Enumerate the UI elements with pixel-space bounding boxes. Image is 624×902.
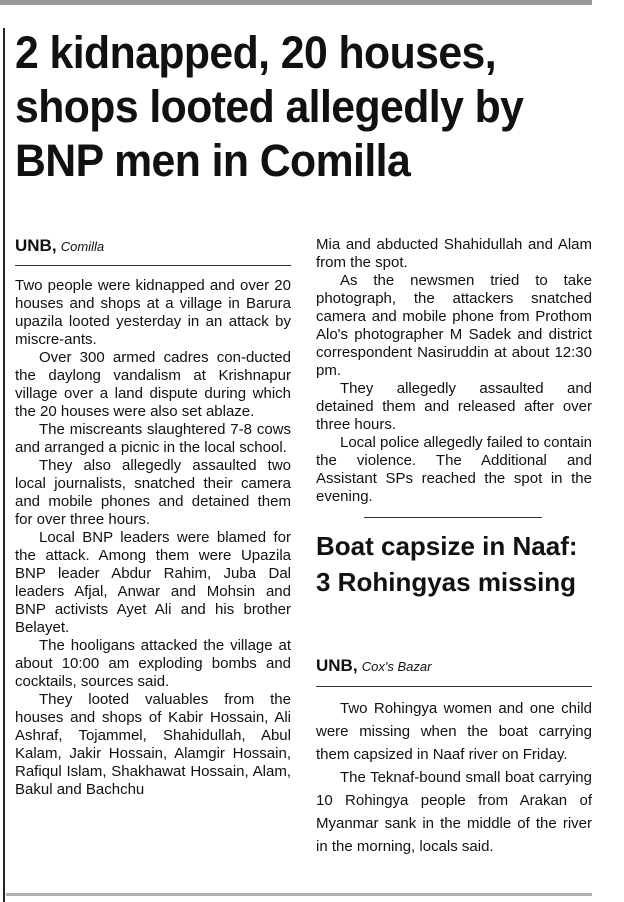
paragraph: Mia and abducted Shahidullah and Alam from the spot. [316,236,592,271]
second-place: Cox's Bazar [361,659,432,674]
second-story-body [316,697,592,858]
left-border-rule [3,28,5,902]
paragraph: The miscreants slaughtered 7-8 cows and arranged a picnic in the local school. [15,421,291,456]
paragraph: Local BNP leaders were blamed for the attack. Among them were Upazila BNP leader Abdur Rahim, Juba Dal leaders Afjal, Anwar and Mohsin and BNP activists Ayet Ali and his brother Belayet. [15,529,291,636]
top-border [0,0,592,5]
paragraph: Local police allegedly failed to contain the violence. The Additional and Assistant SPs reached the spot in the evening. [316,434,592,505]
second-agency: UNB, [316,656,358,675]
paragraph: Over 300 armed cadres con-ducted the daylong vandalism at Krishnapur village over a land dispute during which the 20 houses were also set ablaze. [15,349,291,420]
paragraph: They looted valuables from the houses and shops of Kabir Hossain, Ali Ashraf, Tojammel, Shahidullah, Abul Kalam, Jakir Hossain, Alamgir Hossain, Rafiqul Islam, Shakhawat Hossain, Alam, Bakul and Bachchu [15,691,291,798]
paragraph: They also allegedly assaulted two local journalists, snatched their camera and mobile phones and detained them for over three hours. [15,457,291,528]
paragraph: The hooligans attacked the village at about 10:00 am exploding bombs and cocktails, sources said. [15,637,291,690]
second-dateline [316,656,431,676]
main-dateline-rule [15,265,291,266]
bottom-border [6,893,592,896]
main-story-left-column [15,277,291,799]
story-separator-rule [364,517,542,518]
main-place: Comilla [60,239,105,254]
main-headline: 2 kidnapped, 20 houses, shops looted allegedly by BNP men in Comilla [15,27,524,186]
second-headline: Boat capsize in Naaf: 3 Rohingyas missing [316,531,578,597]
paragraph: Two Rohingya women and one child were missing when the boat carrying them capsized in Naaf river on Friday. [316,700,592,763]
main-story-right-column [316,236,592,506]
main-dateline [15,236,104,256]
second-dateline-rule [316,686,592,687]
paragraph: As the newsmen tried to take photograph, the attackers snatched camera and mobile phone from Prothom Alo's photographer M Sadek and district correspondent Nasiruddin at about 12:30 pm. [316,272,592,379]
paragraph: They allegedly assaulted and detained them and released after over three hours. [316,380,592,433]
paragraph: The Teknaf-bound small boat carrying 10 Rohingya people from Arakan of Myanmar sank in the middle of the river in the morning, locals said. [316,769,592,855]
main-agency: UNB, [15,236,57,255]
paragraph: Two people were kidnapped and over 20 houses and shops at a village in Barura upazila looted yesterday in an attack by miscre-ants. [15,277,291,348]
